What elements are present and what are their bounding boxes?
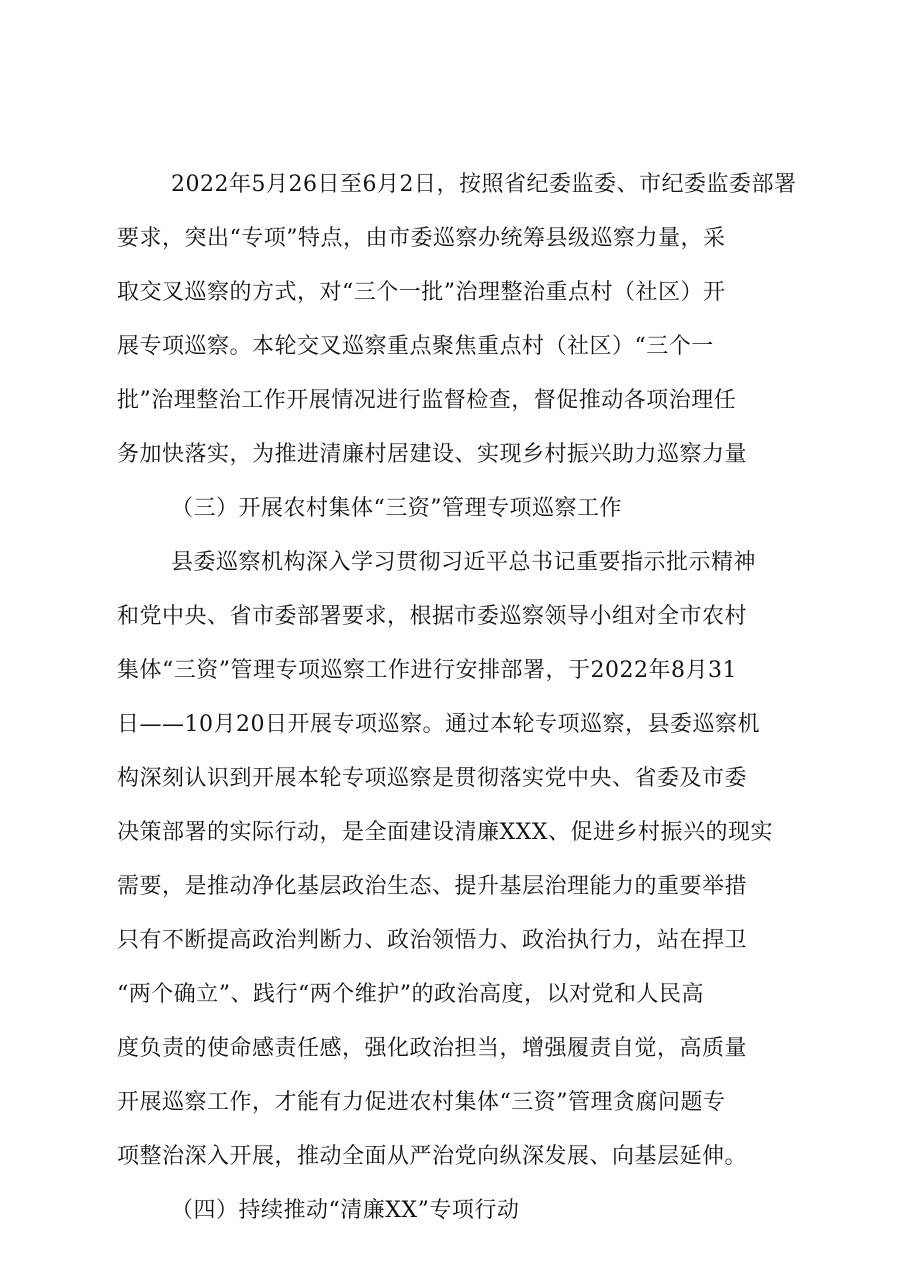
paragraph-2-line-12: 项整治深入开展，推动全面从严治党向纵深发展、向基层延伸。 (117, 1144, 748, 1169)
paragraph-1-line-2: 要求，突出“专项”特点，由市委巡察办统筹县级巡察力量，采 (117, 226, 726, 251)
paragraph-2-line-5: 构深刻认识到开展本轮专项巡察是贯彻落实党中央、省委及市委 (117, 766, 748, 791)
paragraph-2-line-11: 开展巡察工作，才能有力促进农村集体“三资”管理贪腐问题专 (117, 1090, 726, 1115)
paragraph-1-line-5: 批”治理整治工作开展情况进行监督检查，督促推动各项治理任 (117, 388, 737, 413)
paragraph-1-line-4: 展专项巡察。本轮交叉巡察重点聚焦重点村（社区）“三个一 (117, 334, 714, 359)
paragraph-2-line-9: “两个确立”、践行“两个维护”的政治高度，以对党和人民高 (117, 982, 704, 1007)
paragraph-2-line-6: 决策部署的实际行动，是全面建设清廉XXX、促进乡村振兴的现实 (117, 820, 773, 845)
paragraph-2-line-3: 集体“三资”管理专项巡察工作进行安排部署，于2022年8月31 (117, 658, 737, 683)
section-heading-3: （三）开展农村集体“三资”管理专项巡察工作 (171, 496, 622, 521)
paragraph-2-line-8: 只有不断提高政治判断力、政治领悟力、政治执行力，站在捍卫 (117, 928, 748, 953)
paragraph-2-line-10: 度负责的使命感责任感，强化政治担当，增强履责自觉，高质量 (117, 1036, 748, 1061)
section-heading-4: （四）持续推动“清廉XX”专项行动 (171, 1198, 520, 1223)
paragraph-1-line-6: 务加快落实，为推进清廉村居建设、实现乡村振兴助力巡察力量 (117, 442, 748, 467)
paragraph-2-line-2: 和党中央、省市委部署要求，根据市委巡察领导小组对全市农村 (117, 604, 748, 629)
paragraph-2-line-1: 县委巡察机构深入学习贯彻习近平总书记重要指示批示精神 (171, 550, 757, 575)
paragraph-1-line-1: 2022年5月26日至6月2日，按照省纪委监委、市纪委监委部署 (171, 172, 797, 197)
paragraph-2-line-7: 需要，是推动净化基层政治生态、提升基层治理能力的重要举措 (117, 874, 748, 899)
paragraph-1-line-3: 取交叉巡察的方式，对“三个一批”治理整治重点村（社区）开 (117, 280, 726, 305)
paragraph-2-line-4: 日——10月20日开展专项巡察。通过本轮专项巡察，县委巡察机 (117, 712, 760, 737)
